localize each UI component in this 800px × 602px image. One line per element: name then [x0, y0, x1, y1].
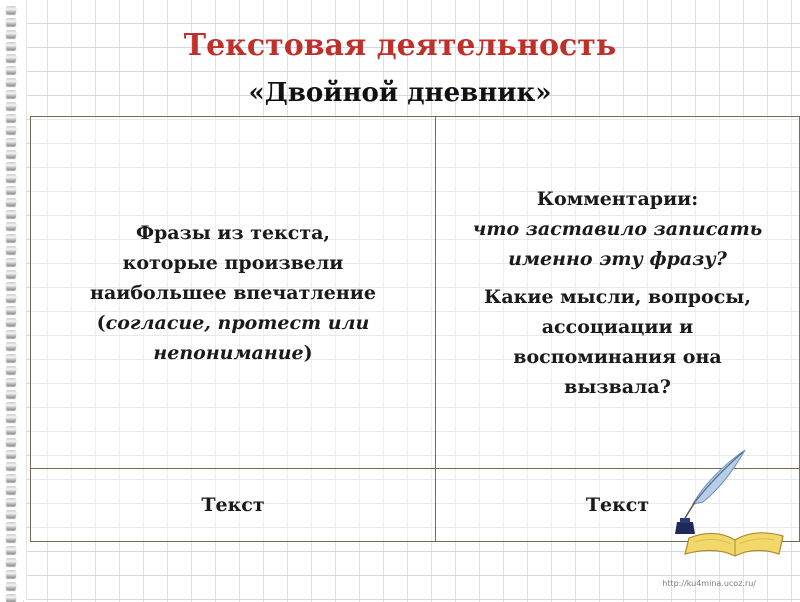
- spiral-ring: [6, 6, 16, 14]
- source-credit: http://ku4mina.ucoz.ru/: [662, 579, 756, 588]
- spiral-ring: [6, 474, 16, 482]
- spiral-ring: [6, 510, 16, 518]
- spiral-ring: [6, 114, 16, 122]
- spiral-ring: [6, 234, 16, 242]
- spiral-ring: [6, 438, 16, 446]
- right-header-line: вызвала?: [564, 375, 671, 398]
- spiral-ring: [6, 354, 16, 362]
- left-text-cell: Текст: [31, 469, 436, 542]
- spiral-ring: [6, 222, 16, 230]
- spiral-ring: [6, 558, 16, 566]
- spiral-ring: [6, 66, 16, 74]
- spiral-ring: [6, 306, 16, 314]
- spiral-ring: [6, 450, 16, 458]
- spiral-ring: [6, 402, 16, 410]
- left-header-line: наибольшее впечатление: [90, 281, 376, 304]
- spiral-ring: [6, 462, 16, 470]
- right-header-line: Комментарии:: [536, 187, 699, 210]
- spiral-ring: [6, 594, 16, 602]
- spiral-ring: [6, 534, 16, 542]
- spiral-ring: [6, 246, 16, 254]
- spiral-ring: [6, 198, 16, 206]
- left-header-cell: [31, 117, 436, 469]
- spiral-ring: [6, 414, 16, 422]
- left-header-line: (согласие, протест или: [96, 311, 370, 334]
- right-header-line: Какие мысли, вопросы,: [484, 285, 751, 308]
- spiral-ring: [6, 210, 16, 218]
- spiral-ring: [6, 498, 16, 506]
- table-header-row: [31, 117, 800, 469]
- quill-inkwell-book-icon: [675, 442, 785, 557]
- right-header-line: воспоминания она: [513, 345, 722, 368]
- spiral-ring: [6, 294, 16, 302]
- spiral-ring: [6, 390, 16, 398]
- spiral-ring: [6, 366, 16, 374]
- spiral-ring: [6, 330, 16, 338]
- spiral-ring: [6, 282, 16, 290]
- spiral-ring: [6, 342, 16, 350]
- right-header-line: ассоциации и: [541, 315, 694, 338]
- right-text-cell: Текст: [436, 469, 800, 542]
- spiral-ring: [6, 486, 16, 494]
- spiral-ring: [6, 270, 16, 278]
- spiral-ring: [6, 582, 16, 590]
- spiral-ring: [6, 258, 16, 266]
- spiral-ring: [6, 546, 16, 554]
- right-header-cell: [436, 117, 800, 469]
- spiral-ring: [6, 570, 16, 578]
- spiral-ring: [6, 18, 16, 26]
- left-header-line: которые произвели: [122, 251, 344, 274]
- spiral-ring: [6, 150, 16, 158]
- spiral-ring: [6, 126, 16, 134]
- spiral-ring: [6, 186, 16, 194]
- spiral-ring: [6, 522, 16, 530]
- page-title: Текстовая деятельность: [183, 28, 617, 63]
- spiral-ring: [6, 162, 16, 170]
- spiral-ring: [6, 318, 16, 326]
- left-header-line: Фразы из текста,: [135, 221, 331, 244]
- spiral-ring: [6, 174, 16, 182]
- right-header-line: именно эту фразу?: [508, 247, 727, 270]
- right-header-line: что заставило записать: [472, 217, 763, 240]
- spiral-ring: [6, 378, 16, 386]
- page-subtitle: «Двойной дневник»: [248, 78, 552, 108]
- left-header-line: непонимание): [153, 341, 313, 364]
- spiral-ring: [6, 426, 16, 434]
- spiral-ring: [6, 138, 16, 146]
